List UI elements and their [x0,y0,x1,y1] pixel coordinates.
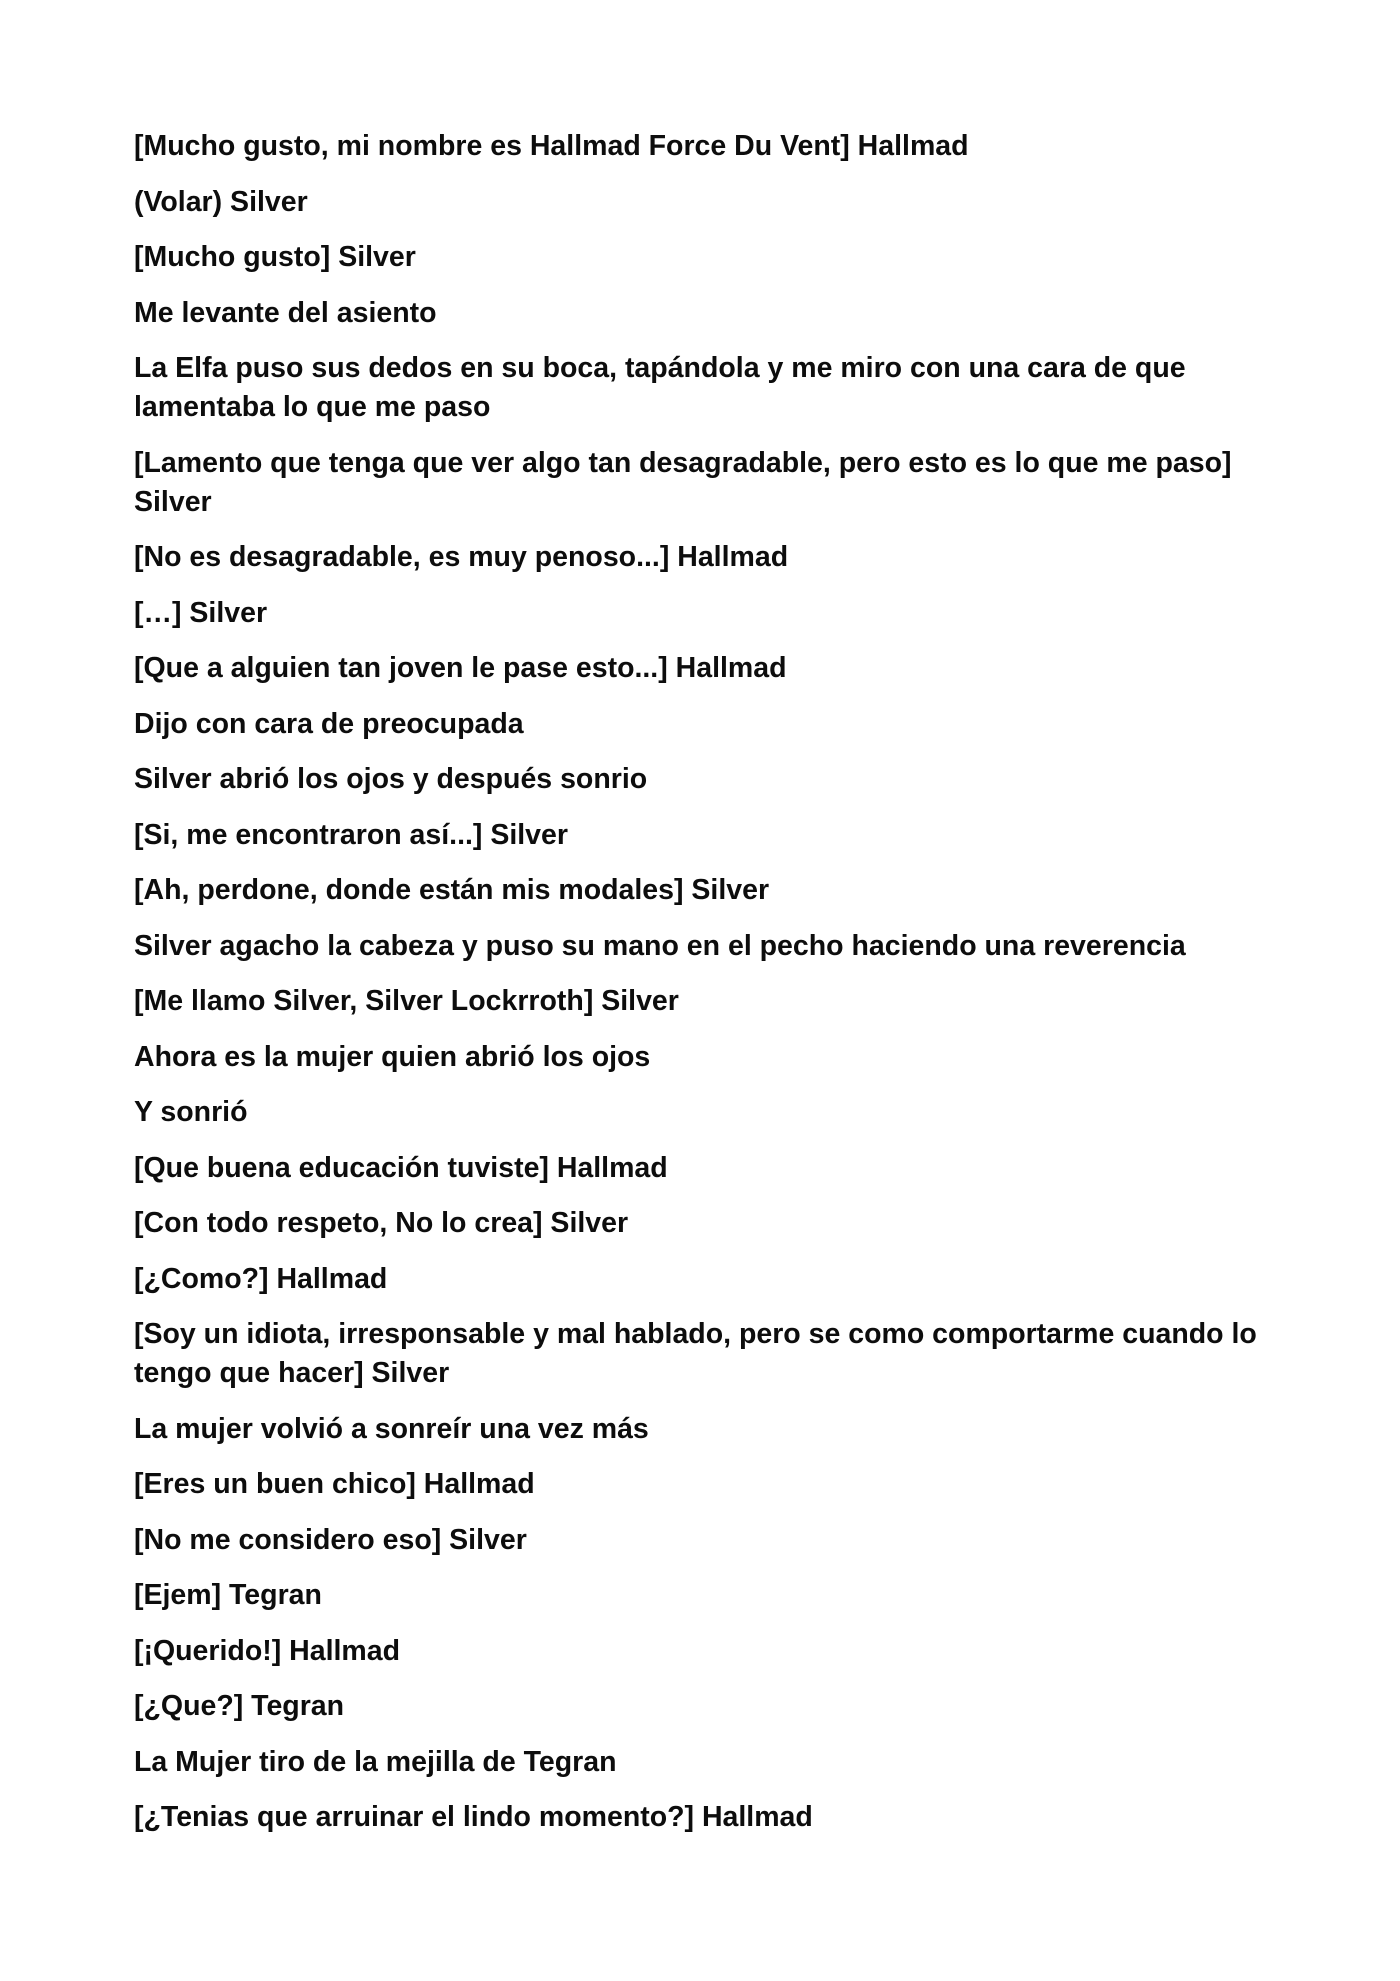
document-body [134,127,1274,1854]
paragraph-4: Me levante del asiento [134,296,437,329]
paragraph-6: [Lamento que tenga que ver algo tan desagradable, pero esto es lo que me paso] Silver [134,446,1232,518]
paragraph-1: [Mucho gusto, mi nombre es Hallmad Force Du Vent] Hallmad [134,130,969,162]
paragraph-21: [Soy un idiota, irresponsable y mal hablado, pero se como comportarme cuando lo tengo que hacer] Silver [134,1318,1257,1389]
paragraph-16: Ahora es la mujer quien abrió los ojos [134,1040,651,1073]
paragraph-22: La mujer volvió a sonreír una vez más [134,1412,649,1445]
paragraph-28: La Mujer tiro de la mejilla de Tegran [134,1745,617,1778]
paragraph-10: Dijo con cara de preocupada [134,707,524,740]
paragraph-2: (Volar) Silver [134,185,308,218]
paragraph-26: [¡Querido!] Hallmad [134,1634,401,1667]
paragraph-20: [¿Como?] Hallmad [134,1262,388,1295]
paragraph-27: [¿Que?] Tegran [134,1690,345,1722]
paragraph-12: [Si, me encontraron así...] Silver [134,818,568,851]
paragraph-13: [Ah, perdone, donde están mis modales] Silver [134,874,770,906]
paragraph-24: [No me considero eso] Silver [134,1523,527,1556]
paragraph-11: Silver abrió los ojos y después sonrio [134,763,648,795]
paragraph-5: La Elfa puso sus dedos en su boca, tapándola y me miro con una cara de que lamentaba lo que me paso [134,352,1186,423]
paragraph-3: [Mucho gusto] Silver [134,241,416,273]
paragraph-23: [Eres un buen chico] Hallmad [134,1468,535,1500]
paragraph-29: [¿Tenias que arruinar el lindo momento?] Hallmad [134,1801,813,1833]
paragraph-18: [Que buena educación tuviste] Hallmad [134,1151,668,1184]
paragraph-14: Silver agacho la cabeza y puso su mano en el pecho haciendo una reverencia [134,929,1186,962]
paragraph-17: Y sonrió [134,1096,248,1128]
paragraph-15: [Me llamo Silver, Silver Lockrroth] Silver [134,985,679,1017]
paragraph-8: […] Silver [134,596,268,629]
paragraph-25: [Ejem] Tegran [134,1579,322,1611]
paragraph-19: [Con todo respeto, No lo crea] Silver [134,1207,629,1239]
paragraph-9: [Que a alguien tan joven le pase esto...] Hallmad [134,652,787,684]
paragraph-7: [No es desagradable, es muy penoso...] Hallmad [134,541,789,573]
